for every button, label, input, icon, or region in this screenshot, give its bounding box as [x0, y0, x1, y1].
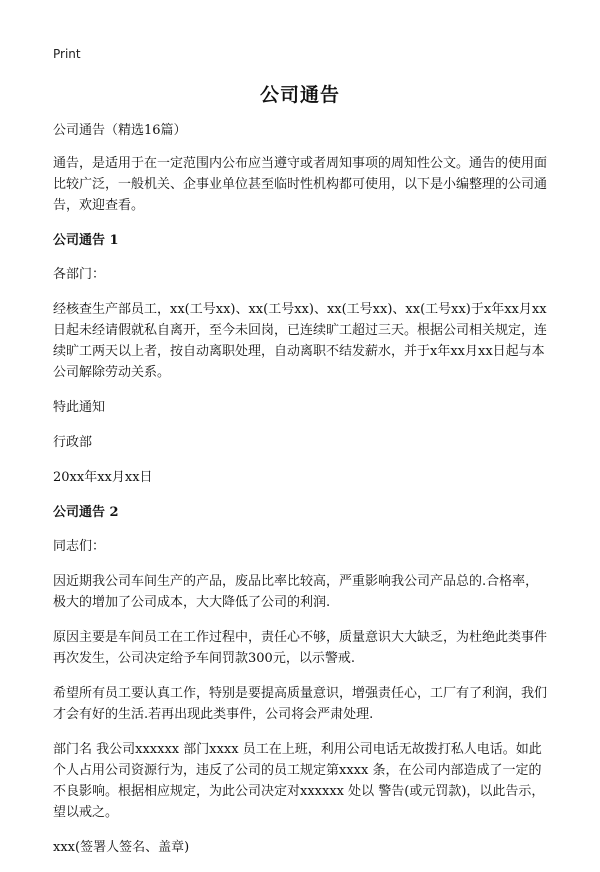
notice-1-closing: 特此通知	[53, 400, 106, 415]
notice-1-heading: 公司通告 1	[53, 233, 119, 248]
notice-2-signature: xxx(签署人签名、盖章)	[53, 840, 190, 855]
print-link[interactable]: Print	[53, 47, 81, 61]
notice-2-salutation: 同志们：	[53, 539, 106, 554]
notice-1-body: 经核查生产部员工，xx(工号xx)、xx(工号xx)、xx(工号xx)、xx(工号xx)于x年xx月xx日起未经请假就私自离开，至今未回岗，已连续旷工超过三天。根据公司相关规定，连续旷工两天以上者，按自动离职处理，自动离职不结发薪水，并于x年xx月xx日起与本公司解除劳动关系。	[53, 302, 548, 380]
notice-2-paragraph-3: 希望所有员工要认真工作，特别是要提高质量意识，增强责任心，工厂有了利润，我们才会有好的生活.若再出现此类事件，公司将会严肃处理.	[53, 686, 548, 722]
page-title: 公司通告	[259, 84, 340, 106]
intro-paragraph: 通告，是适用于在一定范围内公布应当遵守或者周知事项的周知性公文。通告的使用面比较广泛，一般机关、企事业单位甚至临时性机构都可使用，以下是小编整理的公司通告，欢迎查看。	[53, 156, 548, 213]
document-subtitle: 公司通告（精选16篇）	[53, 123, 187, 138]
notice-2-paragraph-4: 部门名 我公司xxxxxx 部门xxxx 员工在上班，利用公司电话无故拨打私人电话。如此个人占用公司资源行为，违反了公司的员工规定第xxxx 条，在公司内部造成了一定的不良影响。根据相应规定，为此公司决定对xxxxxx 处以 警告(或元罚款)，以此告示，望以戒之。	[53, 742, 545, 820]
document-body	[53, 120, 550, 872]
notice-2-paragraph-2: 原因主要是车间员工在工作过程中，责任心不够，质量意识大大缺乏，为杜绝此类事件再次发生，公司决定给予车间罚款300元，以示警戒.	[53, 630, 548, 666]
notice-2-heading: 公司通告 2	[53, 505, 119, 520]
notice-1-date: 20xx年xx月xx日	[53, 470, 153, 485]
notice-1-signer: 行政部	[53, 435, 93, 450]
notice-2-paragraph-1: 因近期我公司车间生产的产品，废品比率比较高，严重影响我公司产品总的.合格率，极大的增加了公司成本，大大降低了公司的利润.	[53, 574, 539, 610]
notice-1-salutation: 各部门：	[53, 267, 106, 282]
